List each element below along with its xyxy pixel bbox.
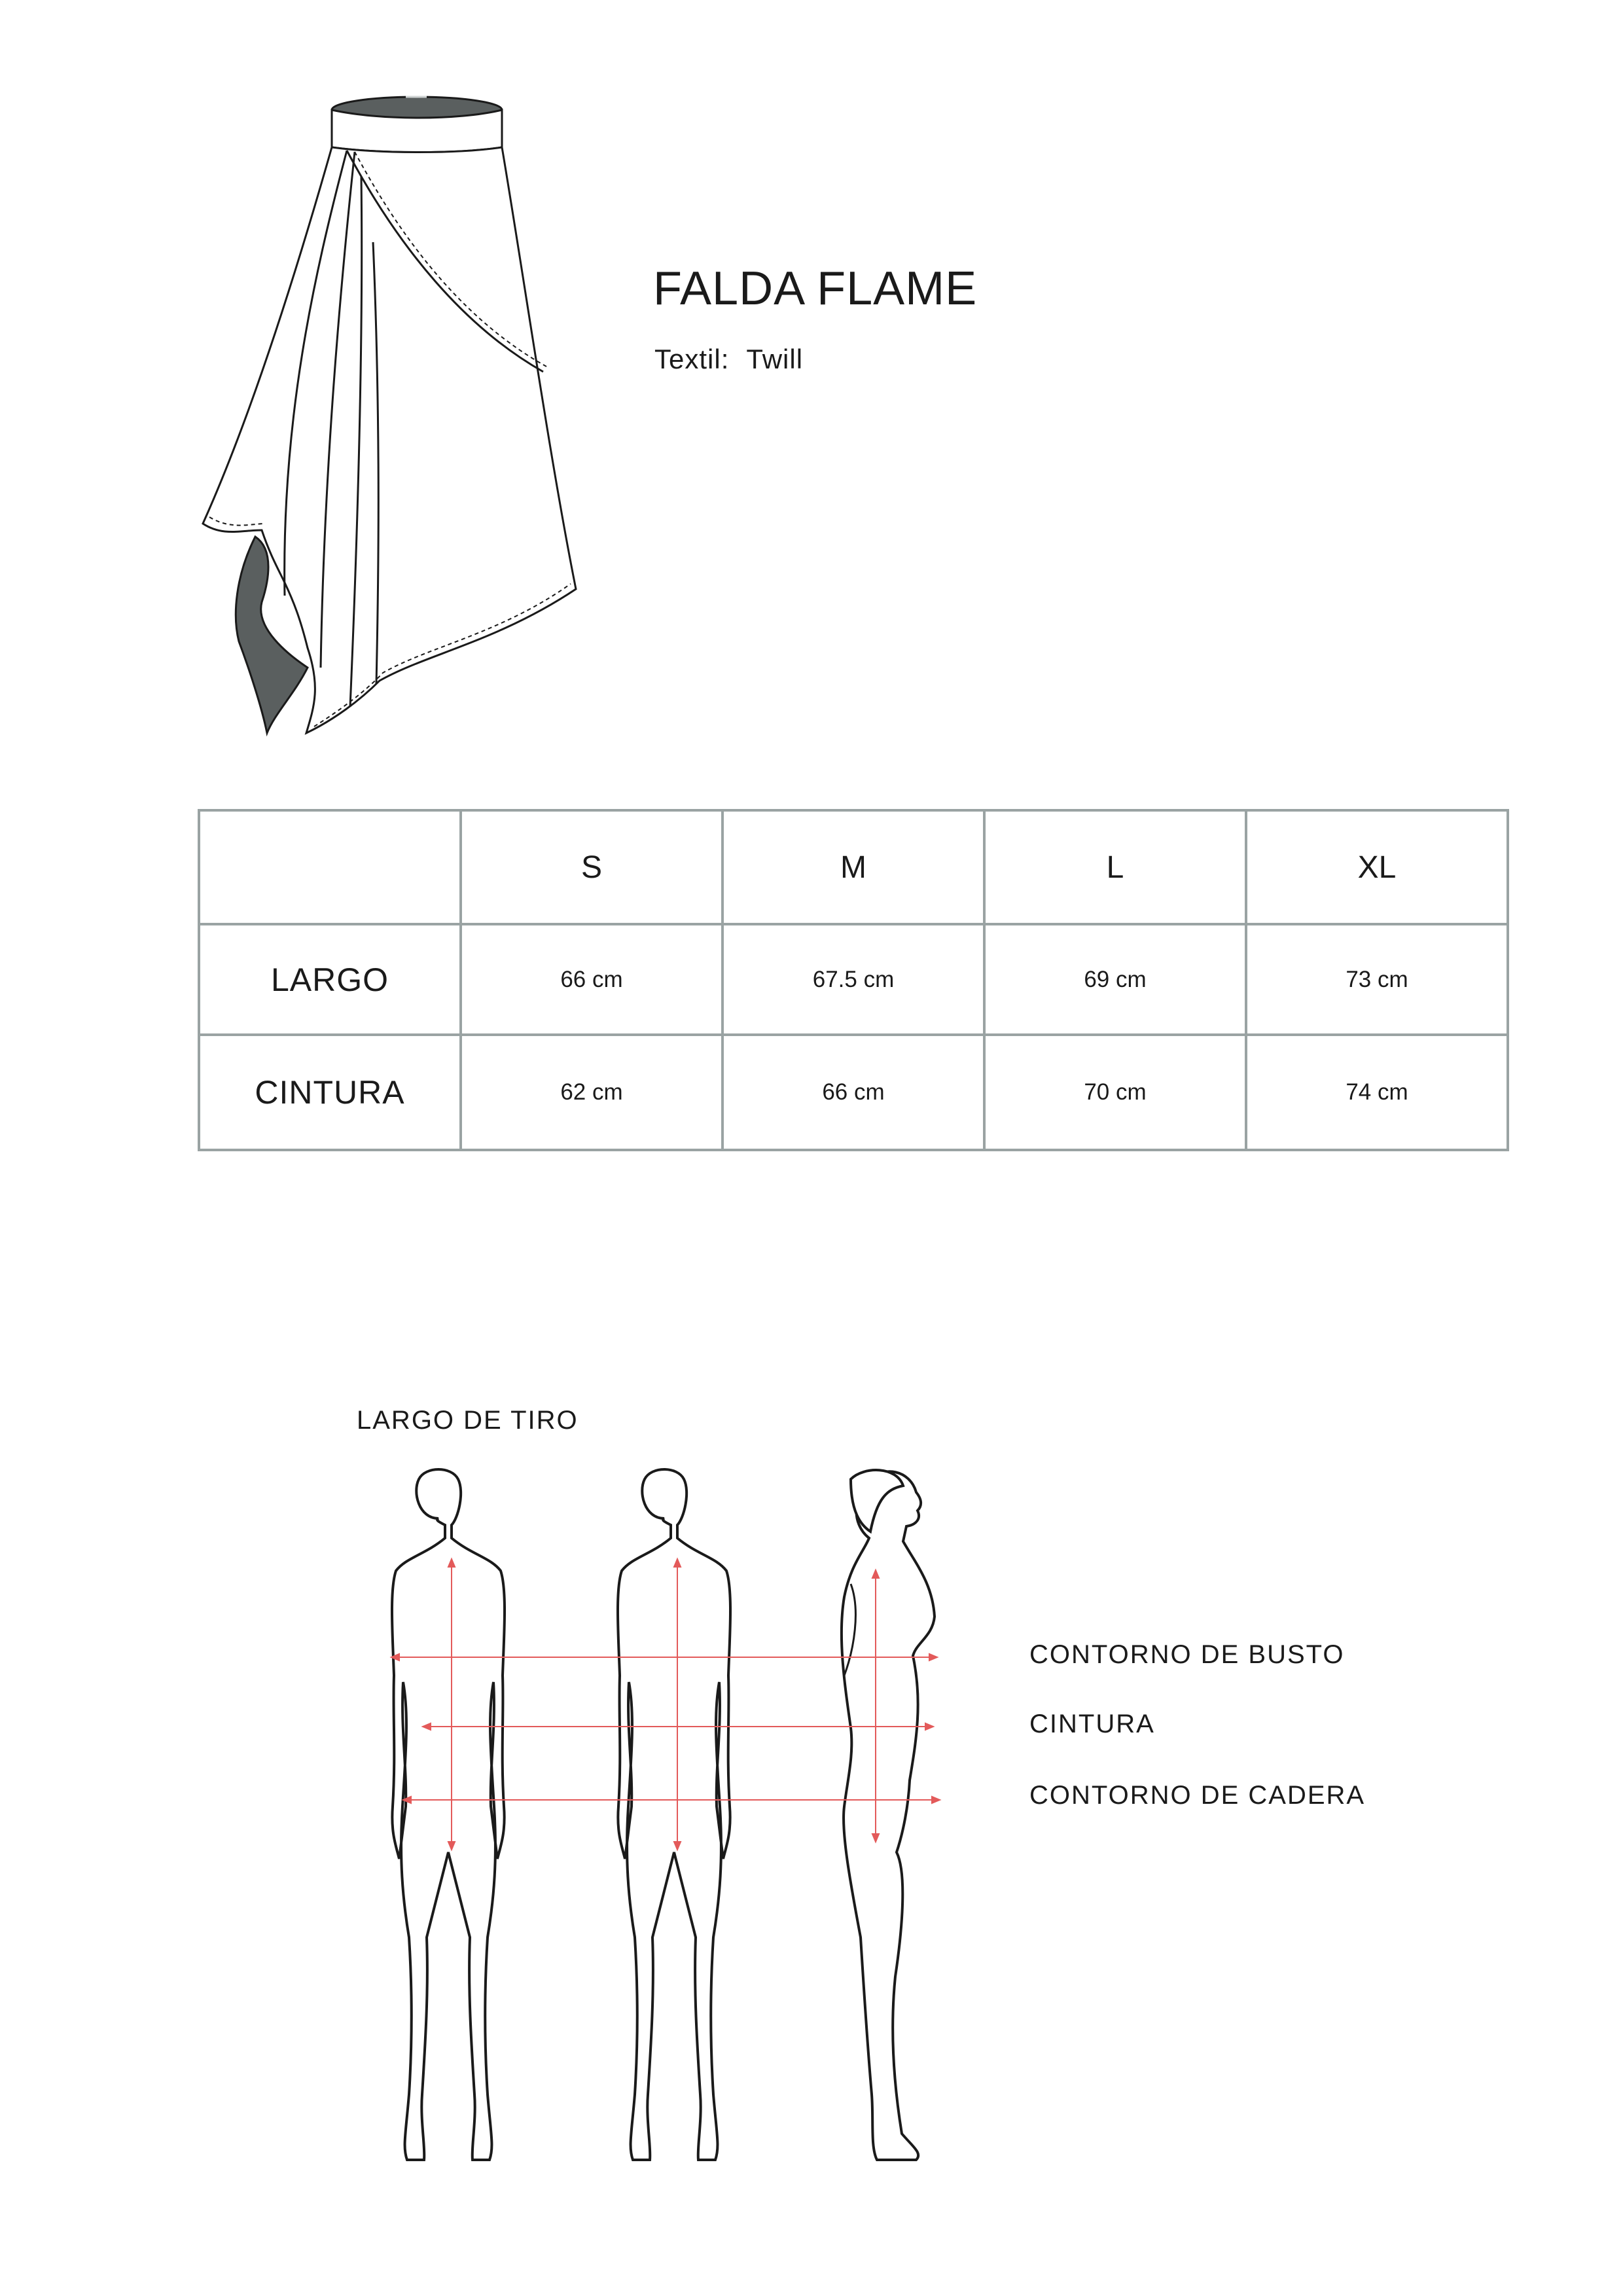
contorno-cadera-label: CONTORNO DE CADERA [1029,1781,1366,1810]
body-figure-side [842,1470,935,2160]
size-header-row [199,810,1508,924]
size-header-xl: XL [1246,810,1508,924]
table-row [199,924,1508,1035]
size-header-l: L [984,810,1246,924]
skirt-technical-drawing [183,79,641,746]
size-chart-table [198,809,1509,1151]
body-measurement-figures [366,1466,955,2173]
product-title: FALDA FLAME [653,262,978,315]
table-cell: 70 cm [984,1035,1246,1150]
body-figure-front [392,1469,505,2160]
table-cell: 66 cm [461,924,722,1035]
table-cell: 67.5 cm [722,924,984,1035]
fabric-label: Textil: [654,344,730,374]
row-label-cintura: CINTURA [199,1035,461,1150]
table-row [199,1035,1508,1150]
row-label-largo: LARGO [199,924,461,1035]
fabric-info [654,346,803,373]
body-figure-back [618,1469,730,2160]
size-header-m: M [722,810,984,924]
table-corner-cell [199,810,461,924]
contorno-busto-label: CONTORNO DE BUSTO [1029,1640,1345,1669]
table-cell: 66 cm [722,1035,984,1150]
largo-de-tiro-label: LARGO DE TIRO [357,1406,579,1435]
cintura-label: CINTURA [1029,1710,1155,1738]
table-cell: 73 cm [1246,924,1508,1035]
size-header-s: S [461,810,722,924]
fabric-value: Twill [746,344,804,374]
table-cell: 69 cm [984,924,1246,1035]
table-cell: 62 cm [461,1035,722,1150]
table-cell: 74 cm [1246,1035,1508,1150]
